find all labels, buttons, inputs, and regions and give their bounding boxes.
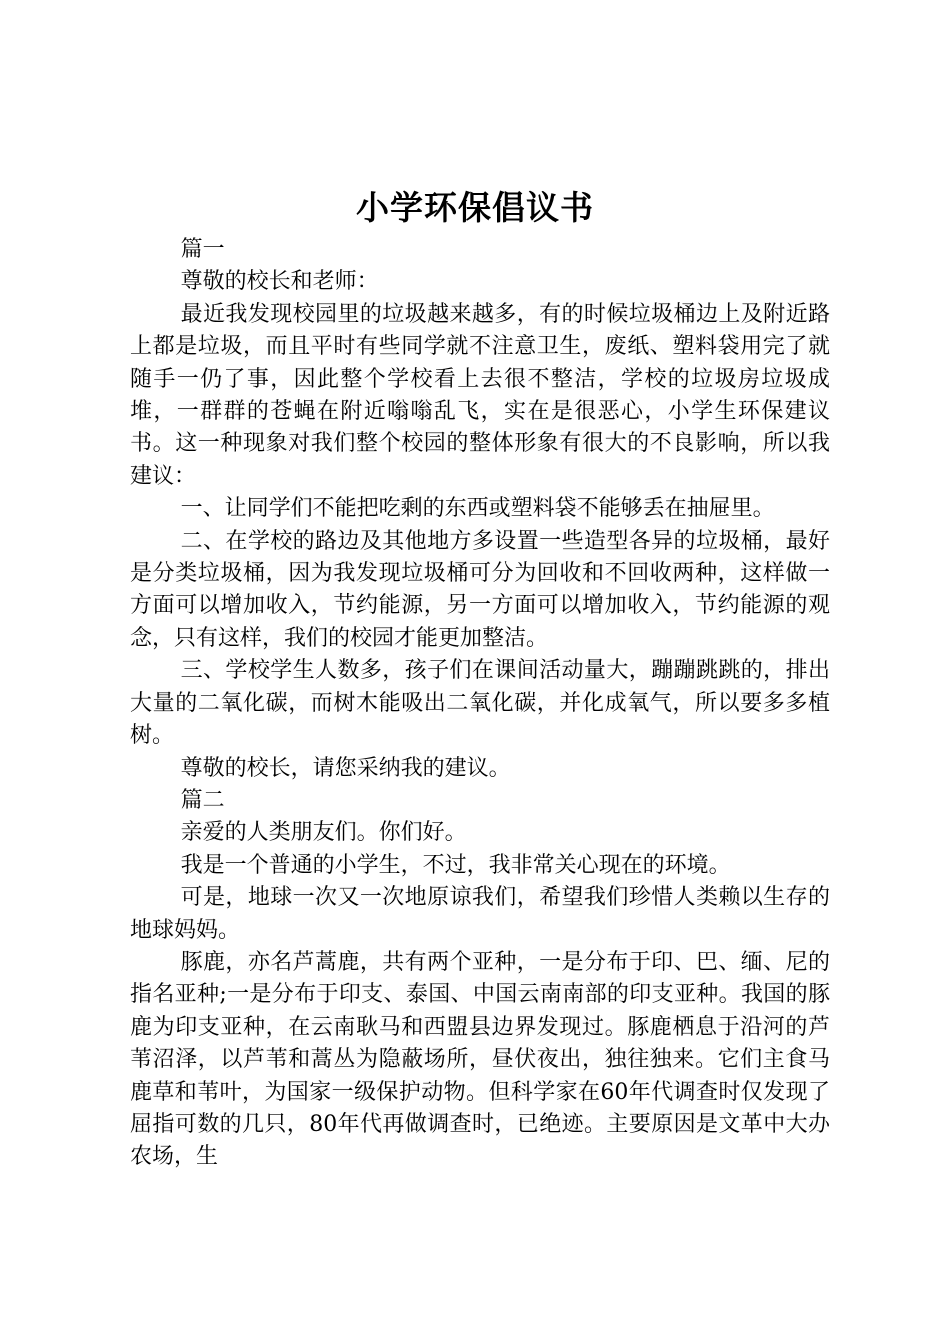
section-heading-2: 篇二 bbox=[180, 787, 225, 813]
suggestion-2: 二、在学校的路边及其他地方多设置一些造型各异的垃圾桶，最好是分类垃圾桶，因为我发现垃圾桶可分为回收和不回收两种，这样做一方面可以增加收入，节约能源，另一方面可以增加收入，节约能源的观念，只有这样，我们的校园才能更加整洁。 bbox=[130, 528, 830, 651]
body-paragraph: 豚鹿，亦名芦蒿鹿，共有两个亚种，一是分布于印、巴、缅、尼的指名亚种;一是分布于印支、泰国、中国云南南部的印支亚种。我国的豚鹿为印支亚种，在云南耿马和西盟县边界发现过。豚鹿栖息于沿河的芦苇沼泽，以芦苇和蒿丛为隐蔽场所，昼伏夜出，独往独来。它们主食马鹿草和苇叶，为国家一级保护动物。但科学家在60年代调查时仅发现了屈指可数的几只，80年代再做调查时，已绝迹。主要原因是文革中大办农场，生 bbox=[130, 949, 830, 1170]
document-title: 小学环保倡议书 bbox=[356, 188, 594, 227]
salutation-2: 亲爱的人类朋友们。你们好。 bbox=[180, 820, 467, 846]
body-paragraph: 可是，地球一次又一次地原谅我们，希望我们珍惜人类赖以生存的地球妈妈。 bbox=[130, 885, 830, 943]
closing-line: 尊敬的校长，请您采纳我的建议。 bbox=[180, 755, 511, 781]
suggestion-3: 三、学校学生人数多，孩子们在课间活动量大，蹦蹦跳跳的，排出大量的二氧化碳，而树木能吸出二氧化碳，并化成氧气，所以要多多植树。 bbox=[130, 658, 830, 749]
suggestion-1: 一、让同学们不能把吃剩的东西或塑料袋不能够丢在抽屉里。 bbox=[180, 496, 775, 522]
salutation-1: 尊敬的校长和老师： bbox=[180, 269, 379, 295]
document-body bbox=[130, 234, 830, 1174]
section-heading-1: 篇一 bbox=[180, 237, 225, 262]
body-paragraph: 我是一个普通的小学生，不过，我非常关心现在的环境。 bbox=[180, 852, 731, 878]
body-paragraph: 最近我发现校园里的垃圾越来越多，有的时候垃圾桶边上及附近路上都是垃圾，而且平时有些同学就不注意卫生，废纸、塑料袋用完了就随手一仍了事，因此整个学校看上去很不整洁，学校的垃圾房垃圾成堆，一群群的苍蝇在附近嗡嗡乱飞，实在是很恶心，小学生环保建议书。这一种现象对我们整个校园的整体形象有很大的不良影响，所以我建议： bbox=[130, 301, 830, 489]
